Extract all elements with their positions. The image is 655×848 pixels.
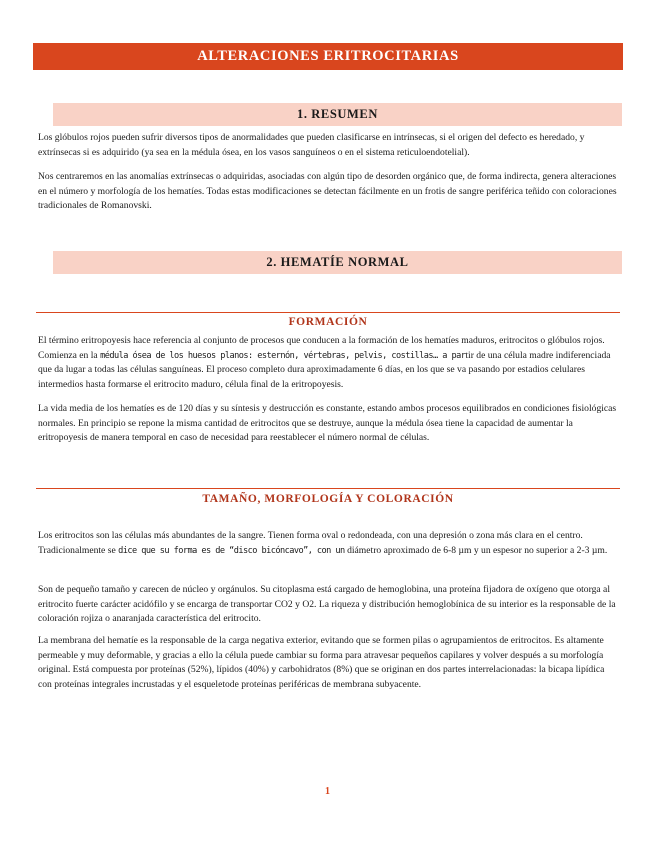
page-number: 1	[325, 786, 330, 797]
formacion-paragraph-2: La vida media de los hematíes es de 120 días y su síntesis y destrucción es constante, estando ambos procesos equilibrados en condiciones fisiológicas normales. En principio se repone la misma cantidad de eritrocitos que se destruye, aunque la médula ósea tiene la capacidad de aumentar la eritropoyesis de manera temporal en caso de necesidad para reestablecer el número normal de células.	[38, 403, 617, 444]
divider-tamano	[36, 488, 620, 489]
resumen-paragraph-1: Los glóbulos rojos pueden sufrir diversos tipos de anormalidades que pueden clasificarse en intrínsecas, si el origen del defecto es heredado, y extrínsecas si es adquirido (ya sea en la médula ósea, en los vasos sanguíneos o en el sistema reticuloendotelial).	[38, 132, 585, 158]
formacion-p1-text-start: El término eritropoyesis hace referencia al conjunto de procesos que conducen a la formación de los hematíes maduros, eritrocitos o glóbulos rojos. Comienza en la	[38, 335, 605, 361]
tamano-paragraph-1	[38, 529, 620, 558]
subheading-tamano-morfologia-coloracion: TAMAÑO, MORFOLOGÍA Y COLORACIÓN	[202, 493, 454, 505]
tamano-p1-emphasis: dice que su forma es de “disco bicóncavo”, con un	[118, 545, 345, 556]
tamano-paragraph-3: La membrana del hematíe es la responsable de la carga negativa exterior, evitando que se formen pilas o agrupamientos de eritrocitos. Es altamente permeable y muy deformable, y gracias a ello la célula puede cambiar su forma para atravesar pequeños capilares y volver después a su morfología original. Está compuesta por proteínas (52%), lípidos (40%) y carbohidratos (8%) que se originan en dos partes interrelacionadas: la bicapa lipídica con proteínas integrales incrustadas y el esqueletode proteínas periféricas de membrana subyacente.	[38, 635, 605, 690]
formacion-p1-emphasis: médula ósea de los huesos planos: esternón, vértebras, pelvis, costillas… a par	[100, 350, 466, 361]
formacion-paragraph-1	[38, 334, 620, 392]
tamano-p1-text-end: diámetro aproximado de 6-8 µm y un espesor no superior a 2-3 µm.	[344, 544, 608, 556]
section-heading-hematie-normal: 2. HEMATÍE NORMAL	[53, 251, 622, 274]
resumen-paragraph-2: Nos centraremos en las anomalías extrínsecas o adquiridas, asociadas con algún tipo de desorden orgánico que, de forma indirecta, genera alteraciones en el número y morfología de los hematíes. Todas estas modificaciones se detectan fácilmente en un frotis de sangre periférica teñido con coloraciones tradicionales de Romanovski.	[38, 171, 617, 212]
tamano-p1-text-start: Los eritrocitos son las células más abundantes de la sangre. Tienen forma oval o redondeada, con una depresión o zona más clara en el centro. Tradicionalmente se	[38, 530, 583, 556]
subheading-formacion: FORMACIÓN	[288, 316, 368, 328]
section-heading-resumen: 1. RESUMEN	[53, 103, 622, 126]
document-title: ALTERACIONES ERITROCITARIAS	[33, 43, 623, 70]
tamano-paragraph-2: Son de pequeño tamaño y carecen de núcleo y orgánulos. Su citoplasma está cargado de hemoglobina, una proteína fijadora de oxígeno que otorga al eritrocito fuerte carácter acidófilo y se encarga de transportar CO2 y O2. La riqueza y distribución hemoglobínica de su interior es la responsable de la coloración rojiza o anaranjada característica del eritrocito.	[38, 584, 616, 625]
formacion-p1-text-end: tir de una célula madre indiferenciada que da lugar a todas las células sanguíneas. El proceso completo dura aproximadamente 6 días, en los que se va pasando por estadios celulares intermedios hasta formarse el eritrocito maduro, célula final de la eritropoyesis.	[38, 349, 611, 390]
divider-formacion	[36, 312, 620, 313]
